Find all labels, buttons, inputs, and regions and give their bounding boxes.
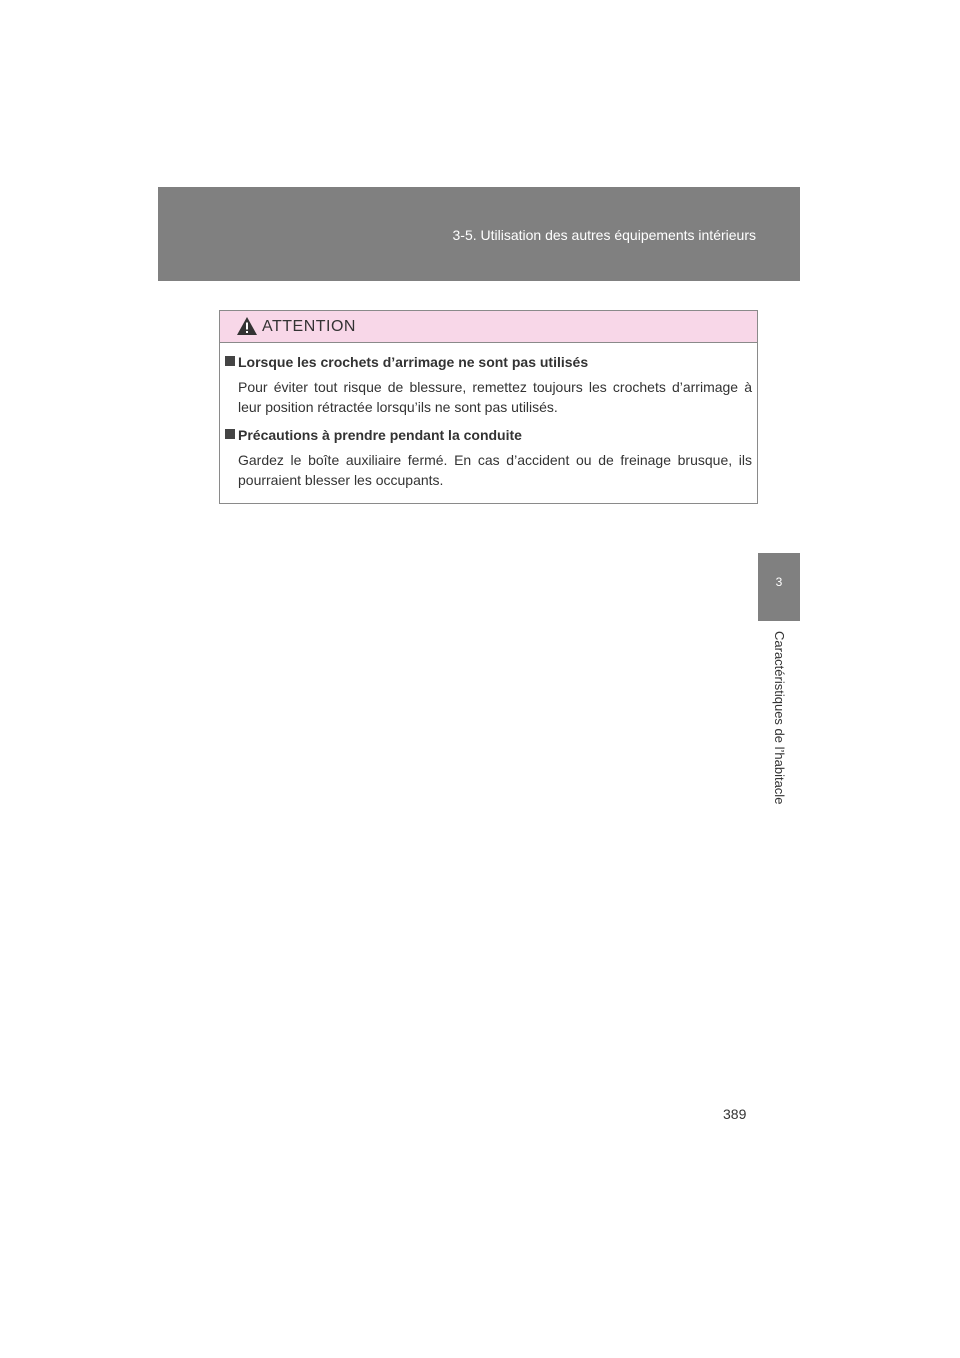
page-number: 389 [723,1106,747,1122]
attention-title: ATTENTION [262,318,356,335]
chapter-label: Caractéristiques de l’habitacle [772,631,787,805]
attention-box [219,310,758,504]
chapter-header-band [158,187,800,281]
chapter-number: 3 [775,575,783,589]
section-heading-text: Lorsque les crochets d’arrimage ne sont pas utilisés [238,354,589,370]
section-body: Gardez le boîte auxiliaire fermé. En cas d’accident ou de freinage brusque, ils pourraient blesser les occupants. [238,452,752,488]
section-heading [225,352,752,372]
section-title: 3-5. Utilisation des autres équipements intérieurs [452,227,756,243]
section-heading [225,425,752,445]
warning-triangle-icon [236,316,258,336]
attention-header [220,311,757,343]
chapter-tab [758,553,800,621]
section-heading-text: Précautions à prendre pendant la conduite [238,427,522,443]
section-tie-down-hooks [225,352,752,417]
square-bullet-icon [225,429,235,439]
section-driving-precautions [225,425,752,490]
square-bullet-icon [225,356,235,366]
section-body: Pour éviter tout risque de blessure, remettez toujours les crochets d’arrimage à leur position rétractée lorsqu’ils ne sont pas utilisés. [238,379,752,415]
